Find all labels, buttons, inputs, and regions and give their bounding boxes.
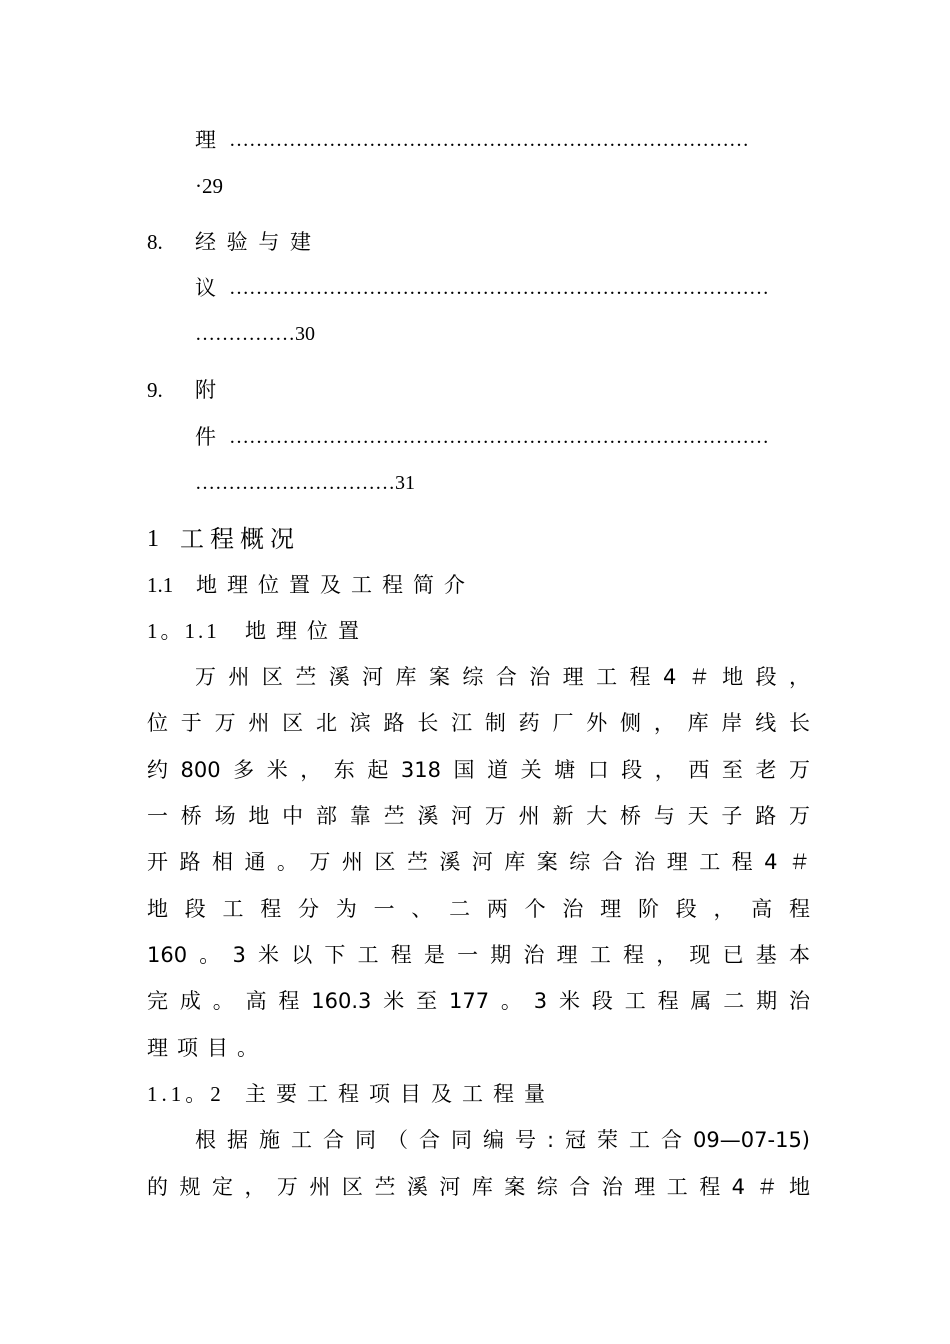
toc-item-8-label-continuation: 议 [195, 276, 216, 300]
subsection-1-1-2-title: 主要工程项目及工程量 [245, 1082, 555, 1106]
toc-item-8-number: 8. [147, 230, 163, 254]
paragraph-line: 开路相通。万州区苎溪河库案综合治理工程4＃ [147, 850, 810, 874]
section-1-number: 1 [147, 526, 165, 552]
subsection-1-1-title: 地理位置及工程简介 [196, 573, 475, 597]
subsection-1-1-1-title: 地理位置 [245, 619, 369, 643]
paragraph-line: 地段工程分为一、二两个治理阶段，高程 [147, 897, 810, 921]
toc-item-7-page-number: ·29 [195, 174, 223, 198]
section-1-title: 工程概况 [180, 525, 300, 553]
subsection-1-1-1-number: 1。1.1 [147, 619, 220, 643]
toc-item-9-leader-dots: ……………………………………………………………………… [229, 426, 769, 448]
toc-item-9-label-continuation: 件 [195, 425, 216, 449]
paragraph-line: 万州区苎溪河库案综合治理工程4＃地段， [195, 665, 810, 689]
subsection-1-1-2-number: 1.1。2 [147, 1082, 225, 1106]
paragraph-line: 根据施工合同（合同编号:冠荣工合09—07-15) [195, 1128, 810, 1152]
toc-item-9-page-number: …………………………31 [195, 472, 415, 494]
paragraph-line-last: 理项目。 [147, 1036, 267, 1060]
paragraph-line: 完成。高程160.3米至177。3米段工程属二期治 [147, 989, 810, 1013]
toc-item-7-leader-dots: …………………………………………………………………… [229, 129, 749, 151]
paragraph-line: 的规定，万州区苎溪河库案综合治理工程4＃地 [147, 1175, 810, 1199]
paragraph-line: 一桥场地中部靠苎溪河万州新大桥与天子路万 [147, 804, 810, 828]
paragraph-line: 160。3米以下工程是一期治理工程，现已基本 [147, 943, 810, 967]
paragraph-line: 位于万州区北滨路长江制药厂外侧，库岸线长 [147, 711, 810, 735]
toc-item-9-label: 附 [195, 378, 216, 402]
toc-item-7-label: 理 [195, 128, 216, 152]
toc-item-8-leader-dots: ……………………………………………………………………… [229, 277, 769, 299]
toc-item-8-label: 经 验 与 建 [195, 230, 314, 254]
toc-item-9-number: 9. [147, 378, 163, 402]
toc-item-8-page-number: ……………30 [195, 323, 315, 345]
subsection-1-1-number: 1.1 [147, 573, 174, 597]
paragraph-line: 约800多米，东起318国道关塘口段，西至老万 [147, 758, 810, 782]
